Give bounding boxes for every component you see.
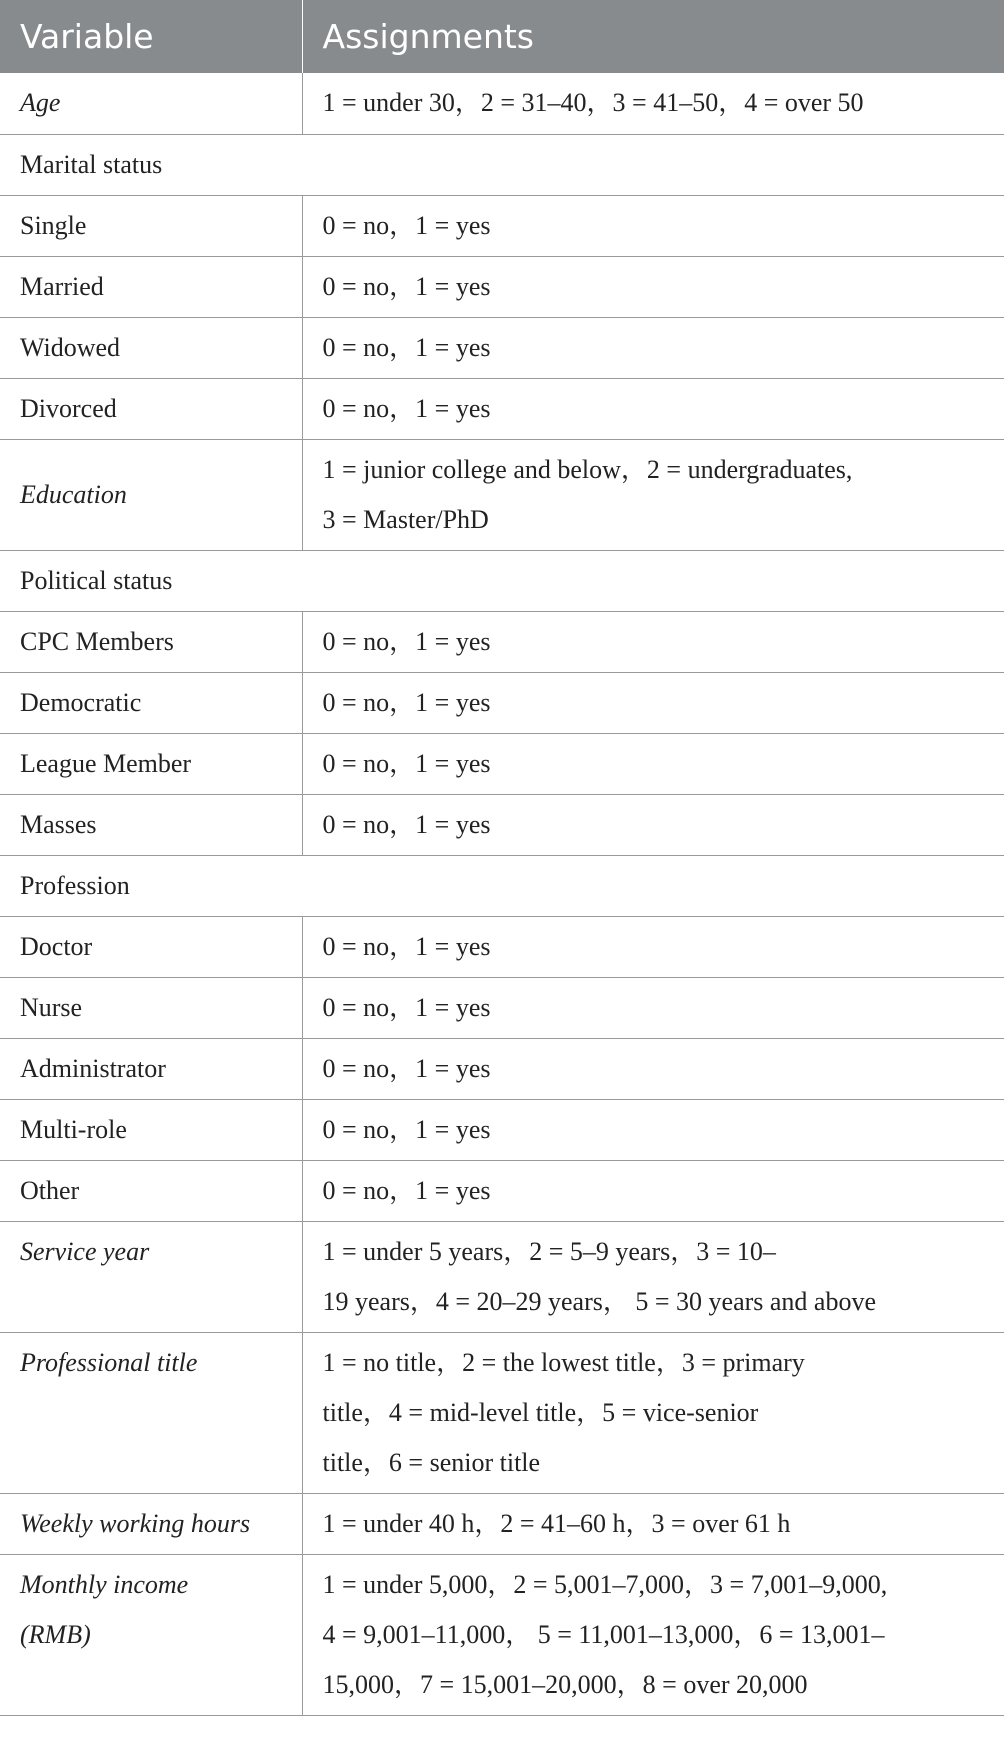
assignment-line: 1 = under 5,000，2 = 5,001–7,000，3 = 7,001–9,000, <box>322 1569 888 1599</box>
assignment-cell: 0 = no，1 = yes <box>302 733 1004 794</box>
assignment-cell: 0 = no，1 = yes <box>302 672 1004 733</box>
table-row <box>0 439 1004 550</box>
variable-cell: Other <box>0 1160 302 1221</box>
table-body <box>0 73 1004 1715</box>
table-row <box>0 1160 1004 1221</box>
table-row <box>0 672 1004 733</box>
variable-cell: Democratic <box>0 672 302 733</box>
variable-line: Monthly income <box>20 1569 189 1599</box>
table-row <box>0 73 1004 134</box>
section-label: Profession <box>0 855 1004 916</box>
variable-cell: Multi-role <box>0 1099 302 1160</box>
assignment-cell: 0 = no，1 = yes <box>302 1038 1004 1099</box>
table-section-row <box>0 134 1004 195</box>
variable-cell: Professional title <box>0 1332 302 1493</box>
assignment-cell: 0 = no，1 = yes <box>302 794 1004 855</box>
assignment-cell: 0 = no，1 = yes <box>302 916 1004 977</box>
assignment-cell: 0 = no，1 = yes <box>302 1160 1004 1221</box>
header-variable: Variable <box>0 0 302 73</box>
header-assignments: Assignments <box>302 0 1004 73</box>
table-header-row <box>0 0 1004 73</box>
table-row <box>0 378 1004 439</box>
assignment-cell: 1 = under 40 h，2 = 41–60 h，3 = over 61 h <box>302 1493 1004 1554</box>
variable-cell: Married <box>0 256 302 317</box>
assignment-cell: 0 = no，1 = yes <box>302 317 1004 378</box>
assignment-line: 15,000，7 = 15,001–20,000，8 = over 20,000 <box>322 1669 808 1699</box>
table-row <box>0 1099 1004 1160</box>
variable-cell <box>0 1554 302 1715</box>
section-label: Marital status <box>0 134 1004 195</box>
variable-cell: Divorced <box>0 378 302 439</box>
assignment-cell <box>302 1332 1004 1493</box>
table-row <box>0 1493 1004 1554</box>
table-row <box>0 1038 1004 1099</box>
variable-cell: Nurse <box>0 977 302 1038</box>
variable-cell: League Member <box>0 733 302 794</box>
assignment-cell <box>302 439 1004 550</box>
table-row <box>0 611 1004 672</box>
table-row <box>0 916 1004 977</box>
assignment-cell: 0 = no，1 = yes <box>302 1099 1004 1160</box>
assignment-line: 1 = junior college and below，2 = undergraduates, <box>322 454 853 484</box>
variable-cell: Administrator <box>0 1038 302 1099</box>
table-row <box>0 1554 1004 1715</box>
table-section-row <box>0 855 1004 916</box>
variable-cell: Masses <box>0 794 302 855</box>
assignment-cell: 0 = no，1 = yes <box>302 195 1004 256</box>
variable-cell: Widowed <box>0 317 302 378</box>
assignment-line: 3 = Master/PhD <box>322 504 489 534</box>
assignment-line: 1 = no title，2 = the lowest title，3 = primary <box>322 1347 805 1377</box>
assignment-cell <box>302 1221 1004 1332</box>
assignment-line: 19 years，4 = 20–29 years， 5 = 30 years and above <box>322 1286 877 1316</box>
table-row <box>0 1332 1004 1493</box>
assignment-cell: 0 = no，1 = yes <box>302 977 1004 1038</box>
variable-cell: Education <box>0 439 302 550</box>
assignment-cell: 0 = no，1 = yes <box>302 256 1004 317</box>
table-row <box>0 256 1004 317</box>
assignment-cell: 0 = no，1 = yes <box>302 378 1004 439</box>
variable-cell: Single <box>0 195 302 256</box>
variable-cell: CPC Members <box>0 611 302 672</box>
assignment-cell <box>302 1554 1004 1715</box>
table-row <box>0 317 1004 378</box>
assignment-line: 4 = 9,001–11,000， 5 = 11,001–13,000，6 = 13,001– <box>322 1619 885 1649</box>
table-section-row <box>0 550 1004 611</box>
assignment-line: title，4 = mid-level title，5 = vice-senior <box>322 1397 759 1427</box>
variable-cell: Age <box>0 73 302 134</box>
table-row <box>0 733 1004 794</box>
table-row <box>0 977 1004 1038</box>
variable-line: (RMB) <box>20 1619 91 1649</box>
section-label: Political status <box>0 550 1004 611</box>
assignment-line: title，6 = senior title <box>322 1447 541 1477</box>
assignment-cell: 1 = under 30，2 = 31–40，3 = 41–50，4 = over 50 <box>302 73 1004 134</box>
assignment-cell: 0 = no，1 = yes <box>302 611 1004 672</box>
table-row <box>0 1221 1004 1332</box>
variable-cell: Weekly working hours <box>0 1493 302 1554</box>
table-row <box>0 794 1004 855</box>
assignment-line: 1 = under 5 years，2 = 5–9 years，3 = 10– <box>322 1236 776 1266</box>
table-row <box>0 195 1004 256</box>
variable-cell: Doctor <box>0 916 302 977</box>
variable-cell: Service year <box>0 1221 302 1332</box>
